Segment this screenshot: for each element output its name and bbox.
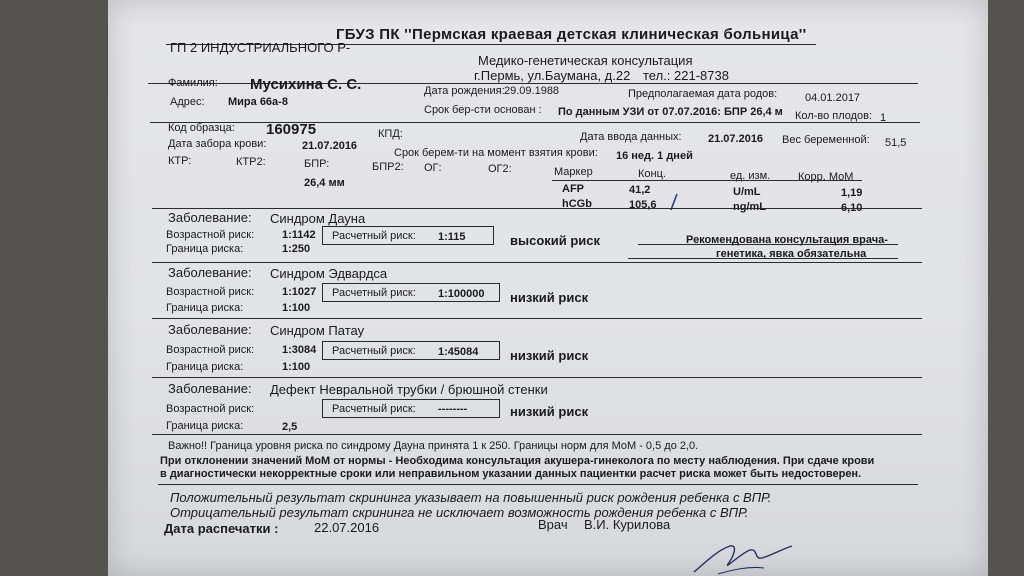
calc-risk-value: 1:45084 [438, 346, 479, 358]
weight-value: 51,5 [885, 137, 907, 149]
note-positive: Положительный результат скрининга указывает на повышенный риск рождения ребенка с ВПР. [170, 490, 772, 505]
age-risk-label: Возрастной риск: [166, 403, 255, 415]
og2-label: ОГ2: [488, 163, 512, 175]
org-address: г.Пермь, ул.Баумана, д.22 [474, 68, 631, 83]
section-rule [152, 208, 922, 209]
note-validity: в диагностически некорректные сроки или неправильном указании данных пациентки расчет риска может быть недостоверен. [160, 468, 862, 480]
unit-header: ед. изм. [730, 170, 771, 182]
ga-value: 16 нед. 1 дней [616, 150, 693, 162]
bpr-label: БПР: [304, 158, 330, 170]
note-negative: Отрицательный результат скрининга не исключает возможность рождения ребенка с ВПР. [170, 505, 749, 520]
risk-level: высокий риск [510, 233, 601, 248]
disease-label: Заболевание: [168, 381, 252, 396]
org-title: ГБУЗ ПК ''Пермская краевая детская клиническая больница'' [336, 26, 807, 43]
table-row-marker: AFP [562, 183, 584, 195]
cutoff-value: 2,5 [282, 421, 298, 433]
table-row-mom: 6,10 [841, 202, 863, 214]
calc-risk-value: -------- [438, 403, 468, 415]
bpr-value: 26,4 мм [304, 177, 345, 189]
due-label: Предполагаемая дата родов: [628, 88, 778, 100]
section-rule [152, 262, 922, 263]
calc-risk-label: Расчетный риск: [332, 345, 416, 357]
ktr-label: КТР: [168, 155, 192, 167]
age-risk-value: 1:1142 [282, 229, 316, 241]
surname-label: Фамилия: [168, 77, 218, 89]
cutoff-value: 1:250 [282, 243, 311, 255]
age-risk-label: Возрастной риск: [166, 229, 255, 241]
risk-level: низкий риск [510, 348, 589, 363]
weight-label: Вес беременной: [782, 134, 870, 146]
risk-level: низкий риск [510, 290, 589, 305]
note-mom: При отклонении значений МоМ от нормы - Необходима консультация акушера-гинеколога по месту наблюдения. При сдаче крови [160, 455, 875, 467]
table-row-unit: ng/mL [733, 201, 766, 213]
print-date-value: 22.07.2016 [314, 520, 380, 535]
dob-label: Дата рождения: [424, 85, 505, 97]
recommendation-line1: Рекомендована консультация врача- [686, 234, 888, 246]
fetus-label: Кол-во плодов: [795, 110, 873, 122]
entry-label: Дата ввода данных: [580, 131, 682, 143]
dept-name: Медико-генетическая консультация [478, 53, 693, 68]
print-date-label: Дата распечатки : [164, 521, 279, 536]
age-risk-label: Возрастной риск: [166, 344, 255, 356]
signature-icon [688, 520, 798, 576]
disease-label: Заболевание: [168, 322, 252, 337]
cutoff-value: 1:100 [282, 361, 311, 373]
disease-name: Синдром Патау [270, 323, 365, 338]
calc-risk-label: Расчетный риск: [332, 403, 416, 415]
code-value: 160975 [266, 121, 317, 138]
calc-risk-label: Расчетный риск: [332, 230, 416, 242]
kpd-label: КПД: [378, 128, 403, 140]
disease-label: Заболевание: [168, 265, 252, 280]
address-label: Адрес: [170, 96, 205, 108]
draw-label: Дата забора крови: [168, 138, 267, 150]
result-sheet [108, 0, 988, 576]
cutoff-label: Граница риска: [166, 243, 244, 255]
notes-rule [158, 484, 918, 485]
age-risk-label: Возрастной риск: [166, 286, 255, 298]
due-value: 04.01.2017 [805, 92, 861, 104]
table-row-mom: 1,19 [841, 187, 863, 199]
gp-name: ГП 2 ИНДУСТРИАЛЬНОГО Р- [170, 40, 351, 55]
mom-header: Корр. МоМ [798, 171, 854, 183]
cutoff-value: 1:100 [282, 302, 311, 314]
cutoff-label: Граница риска: [166, 302, 244, 314]
calc-risk-value: 1:100000 [438, 288, 485, 300]
table-row-conc: 41,2 [629, 184, 651, 196]
org-phone: тел.: 221-8738 [643, 68, 729, 83]
table-row-unit: U/mL [733, 186, 761, 198]
doctor-label: Врач [538, 517, 568, 532]
ga-label: Срок берем-ти на момент взятия крови: [394, 147, 598, 159]
disease-name: Дефект Невральной трубки / брюшной стенки [270, 382, 548, 397]
calc-risk-value: 1:115 [438, 231, 466, 243]
doctor-name: В.И. Курилова [584, 517, 671, 532]
markers-header-rule [552, 180, 862, 181]
disease-name: Синдром Дауна [270, 211, 366, 226]
draw-value: 21.07.2016 [302, 140, 358, 152]
code-label: Код образца: [168, 122, 235, 134]
address-value: Мира 66а-8 [228, 96, 288, 108]
fetus-value: 1 [880, 112, 887, 124]
age-risk-value: 1:3084 [282, 344, 317, 356]
disease-name: Синдром Эдвардса [270, 266, 388, 281]
table-row-conc: 105,6 [629, 199, 657, 211]
risk-level: низкий риск [510, 404, 589, 419]
bpr2-label: БПР2: [372, 161, 404, 173]
disease-label: Заболевание: [168, 210, 252, 225]
table-row-marker: hCGb [562, 198, 592, 210]
age-risk-value: 1:1027 [282, 286, 317, 298]
dob-value: 29.09.1988 [504, 85, 560, 97]
note-cutoff: Важно!! Граница уровня риска по синдрому Дауна принята 1 к 250. Границы норм для МоМ - 0,5 до 2,0. [168, 440, 699, 452]
calc-risk-label: Расчетный риск: [332, 287, 416, 299]
og-label: ОГ: [424, 162, 442, 174]
entry-value: 21.07.2016 [708, 133, 764, 145]
conc-header: Конц. [638, 168, 666, 180]
recommendation-line2: генетика, явка обязательна [716, 248, 867, 260]
section-rule [152, 377, 922, 378]
cutoff-label: Граница риска: [166, 361, 244, 373]
term-label: Срок бер-сти основан : [424, 104, 542, 116]
section-rule [152, 318, 922, 319]
surname-value: Мусихина С. С. [250, 76, 362, 93]
ktr2-label: КТР2: [236, 156, 266, 168]
cutoff-label: Граница риска: [166, 420, 244, 432]
section-rule [152, 434, 922, 435]
term-value: По данным УЗИ от 07.07.2016: БПР 26,4 м [558, 106, 783, 118]
marker-header: Маркер [554, 166, 593, 178]
